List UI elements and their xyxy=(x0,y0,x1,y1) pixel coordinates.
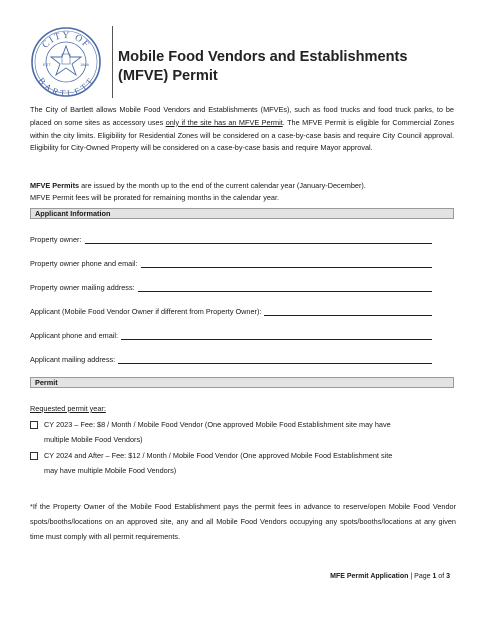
field-label: Property owner mailing address: xyxy=(30,283,135,292)
applicant-field[interactable] xyxy=(30,306,432,316)
checkbox[interactable] xyxy=(30,421,38,429)
fill-line[interactable] xyxy=(138,283,432,292)
property-owner-contact-field[interactable] xyxy=(30,258,432,268)
fill-line[interactable] xyxy=(85,235,432,244)
option-line-2: may have multiple Mobile Food Vendors) xyxy=(44,465,177,475)
intro-text-2: . The MFVE Permit is eligible for Commercial Zones within the city limits. Eligibility for Residential Zones will be considered on a case-by-case basis and require City Council approval. Eligibility for City-Owned Property will be considered on a case-by-case basis and require Mayor approval. xyxy=(30,117,454,153)
footer-of-word: of xyxy=(436,573,447,580)
permits-note-line2: MFVE Permit fees will be prorated for remaining months in the calendar year. xyxy=(30,193,280,203)
fill-line[interactable] xyxy=(264,307,432,316)
field-label: Property owner phone and email: xyxy=(30,259,138,268)
fill-line[interactable] xyxy=(141,259,433,268)
requested-permit-year-label: Requested permit year: xyxy=(30,404,106,413)
option-line-1: CY 2024 and After – Fee: $12 / Month / Mobile Food Vendor (One approved Mobile Food Establishment site xyxy=(44,451,393,460)
footer-page-word: | Page xyxy=(408,573,433,580)
intro-underlined-text: only if the site has an MFVE Permit xyxy=(165,117,283,127)
option-line-2: multiple Mobile Food Vendors) xyxy=(44,434,143,444)
field-label: Applicant phone and email: xyxy=(30,331,119,340)
property-owner-address-field[interactable] xyxy=(30,282,432,292)
svg-text:EST.: EST. xyxy=(43,62,52,67)
permits-note-line1: are issued by the month up to the end of the current calendar year (January-December). xyxy=(79,181,366,190)
section-permit: Permit xyxy=(30,377,454,388)
title-line-1: Mobile Food Vendors and Establishments xyxy=(118,49,408,65)
option-line-1: CY 2023 – Fee: $8 / Month / Mobile Food Vendor (One approved Mobile Food Establishment site may have xyxy=(44,420,391,429)
intro-paragraph xyxy=(30,104,454,155)
page-title xyxy=(118,48,458,86)
page-footer xyxy=(330,573,450,580)
fill-line[interactable] xyxy=(121,331,432,340)
field-label: Property owner: xyxy=(30,235,82,244)
section-applicant-information: Applicant Information xyxy=(30,208,454,219)
footnote: *If the Property Owner of the Mobile Food Establishment pays the permit fees in advance to reserve/open Mobile Food Vendor spots/booths/locations on an approved site, any and all Mobile Food Vendors occupying any spots/booths/locations at any given time must comply with all permit requirements. xyxy=(30,502,456,541)
footer-page-total: 3 xyxy=(446,573,450,580)
field-label: Applicant mailing address: xyxy=(30,355,116,364)
permits-note-bold: MFVE Permits xyxy=(30,181,80,190)
applicant-address-field[interactable] xyxy=(30,354,432,364)
title-line-2: (MFVE) Permit xyxy=(118,68,218,84)
property-owner-field[interactable] xyxy=(30,234,432,244)
permits-note xyxy=(30,180,454,204)
header-divider xyxy=(112,26,113,98)
footer-page-num: 1 xyxy=(432,573,437,580)
svg-text:1866: 1866 xyxy=(80,62,89,67)
applicant-contact-field[interactable] xyxy=(30,330,432,340)
footer-app-name: MFE Permit Application xyxy=(330,573,409,580)
svg-text:CITY OF: CITY OF xyxy=(40,30,92,51)
field-label: Applicant (Mobile Food Vendor Owner if different from Property Owner): xyxy=(30,307,262,316)
intro-text-1: The City of Bartlett allows Mobile Food Vendors and Establishments (MFVEs), such as food trucks and food truck parks, to be placed on some sites as accessory uses xyxy=(30,105,454,127)
city-seal-logo xyxy=(30,26,102,98)
svg-text:BARTLETT: BARTLETT xyxy=(36,75,96,98)
checkbox[interactable] xyxy=(30,452,38,460)
fill-line[interactable] xyxy=(118,355,432,364)
